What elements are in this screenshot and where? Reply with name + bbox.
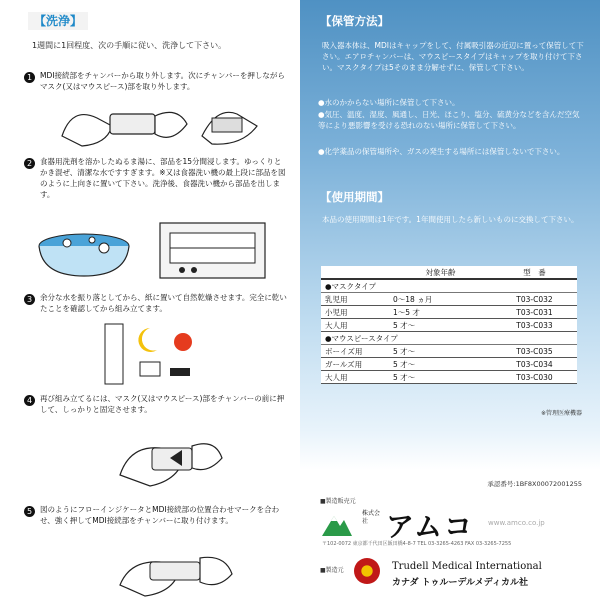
row-age: 1〜5 才 <box>389 306 492 319</box>
row-age: 5 才〜 <box>389 345 492 358</box>
brand-name: アムコ <box>386 510 475 543</box>
table-row <box>321 358 577 371</box>
group-title: ●マウスピースタイプ <box>321 332 577 345</box>
step-3-number: 3 <box>24 294 35 305</box>
row-name: 大人用 <box>321 319 389 332</box>
row-age: 5 才〜 <box>389 319 492 332</box>
period-text: 本品の使用期間は1年です。1年間使用したら新しいものに交換して下さい。 <box>322 215 579 224</box>
table-row <box>321 319 577 332</box>
row-age: 5 才〜 <box>389 371 492 384</box>
table-header <box>321 266 577 279</box>
header-age: 対象年齢 <box>389 266 492 279</box>
storage-heading: 【保管方法】 <box>320 14 389 28</box>
step-1-number: 1 <box>24 72 35 83</box>
cleaning-intro: 1週間に1回程度、次の手順に従い、洗浄して下さい。 <box>32 41 227 50</box>
model-table <box>321 266 577 384</box>
step-3-illustration <box>95 318 205 388</box>
company-address: 〒102-0072 東京都千代田区飯田橋4-8-7 TEL 03-3265-4263 FAX 03-3265-7255 <box>322 541 512 547</box>
trudell-emblem-icon <box>354 558 380 584</box>
group-row-mouthpiece <box>321 332 577 345</box>
approval-code: 承認番号:1BF8X00072001255 <box>487 480 582 488</box>
company-type-label: 株式会社 <box>362 510 381 525</box>
storage-bullet-1: ●水のかからない場所に保管して下さい。 <box>318 98 460 107</box>
table-row <box>321 371 577 384</box>
manufacturer-japanese-name: カナダ トゥルーデルメディカル社 <box>392 578 529 588</box>
step-5-number: 5 <box>24 506 35 517</box>
period-heading: 【使用期間】 <box>320 190 389 204</box>
step-4-illustration <box>110 420 230 490</box>
step-4-number: 4 <box>24 395 35 406</box>
storage-text: 吸入器本体は、MDIはキャップをして、付属吸引器の近辺に置って保管して下さい。エアロチャンバーは、マウスピースタイプはキャップを取り付けて下さい。マスクタイプは5そのまま分解せずに、保管して下さい。 <box>322 41 584 72</box>
row-name: 小児用 <box>321 306 389 319</box>
storage-bullet-3: ●化学薬品の保管場所や、ガスの発生する場所には保管しないで下さい。 <box>318 147 565 156</box>
storage-bullet-2: ●気圧、温度、湿度、風通し、日光、ほこり、塩分、硫黄分などを含んだ空気等により悪影響を受ける恐れのない場所に保管して下さい。 <box>318 110 580 130</box>
row-model: T03-C031 <box>492 306 577 319</box>
row-age: 5 才〜 <box>389 358 492 371</box>
step-1-illustration <box>52 96 262 151</box>
company-url: www.amco.co.jp <box>488 519 545 527</box>
step-5-text: 図のようにフローインジケータとMDI接続部の位置合わせマークを合わせ、強く押してMDI接続部をチャンバーに取り付けます。 <box>40 505 280 525</box>
step-2-text: 食器用洗剤を溶かしたぬるま湯に、部品を15分間浸します。ゆっくりとかき混ぜ、清潔な水ですすぎます。※又は食器洗い機の最上段に部品を図のように上向きに置いて下さい。洗浄後、食器洗い機から部品を出します。 <box>40 157 286 199</box>
row-model: T03-C033 <box>492 319 577 332</box>
row-model: T03-C034 <box>492 358 577 371</box>
amco-logo-icon <box>320 512 354 538</box>
table-note: ※管理医療機器 <box>540 410 582 417</box>
step-4-text: 再び組み立てるには、マスク(又はマウスピース)部をチャンバーの前に押して、しっかりと固定させます。 <box>40 394 285 414</box>
step-3-text: 余分な水を振り落としてから、紙に置いて自然乾燥させます。完全に乾いたことを確認してから組み立てます。 <box>40 293 287 313</box>
storage-panel <box>300 0 600 600</box>
dealer-label: ■製造販売元 <box>320 498 356 505</box>
row-model: T03-C035 <box>492 345 577 358</box>
row-age: 0〜18 ヵ月 <box>389 293 492 306</box>
step-2-illustration <box>32 218 282 283</box>
row-name: ガールズ用 <box>321 358 389 371</box>
group-title: ●マスクタイプ <box>321 279 577 293</box>
manufacturer-english-name: Trudell Medical International <box>392 561 542 572</box>
step-5-illustration <box>110 540 240 600</box>
row-model: T03-C030 <box>492 371 577 384</box>
step-2-number: 2 <box>24 158 35 169</box>
group-row-mask <box>321 279 577 293</box>
row-name: 大人用 <box>321 371 389 384</box>
manufacturer-label: ■製造元 <box>320 567 344 574</box>
table-row <box>321 345 577 358</box>
cleaning-heading: 【洗浄】 <box>28 12 88 30</box>
table-row <box>321 293 577 306</box>
step-1-text: MDI接続部をチャンバーから取り外します。次にチャンバーを押しながらマスク(又はマウスピース)部を取り外します。 <box>40 71 285 91</box>
header-model: 型 番 <box>492 266 577 279</box>
table-row <box>321 306 577 319</box>
row-name: 乳児用 <box>321 293 389 306</box>
row-name: ボーイズ用 <box>321 345 389 358</box>
row-model: T03-C032 <box>492 293 577 306</box>
